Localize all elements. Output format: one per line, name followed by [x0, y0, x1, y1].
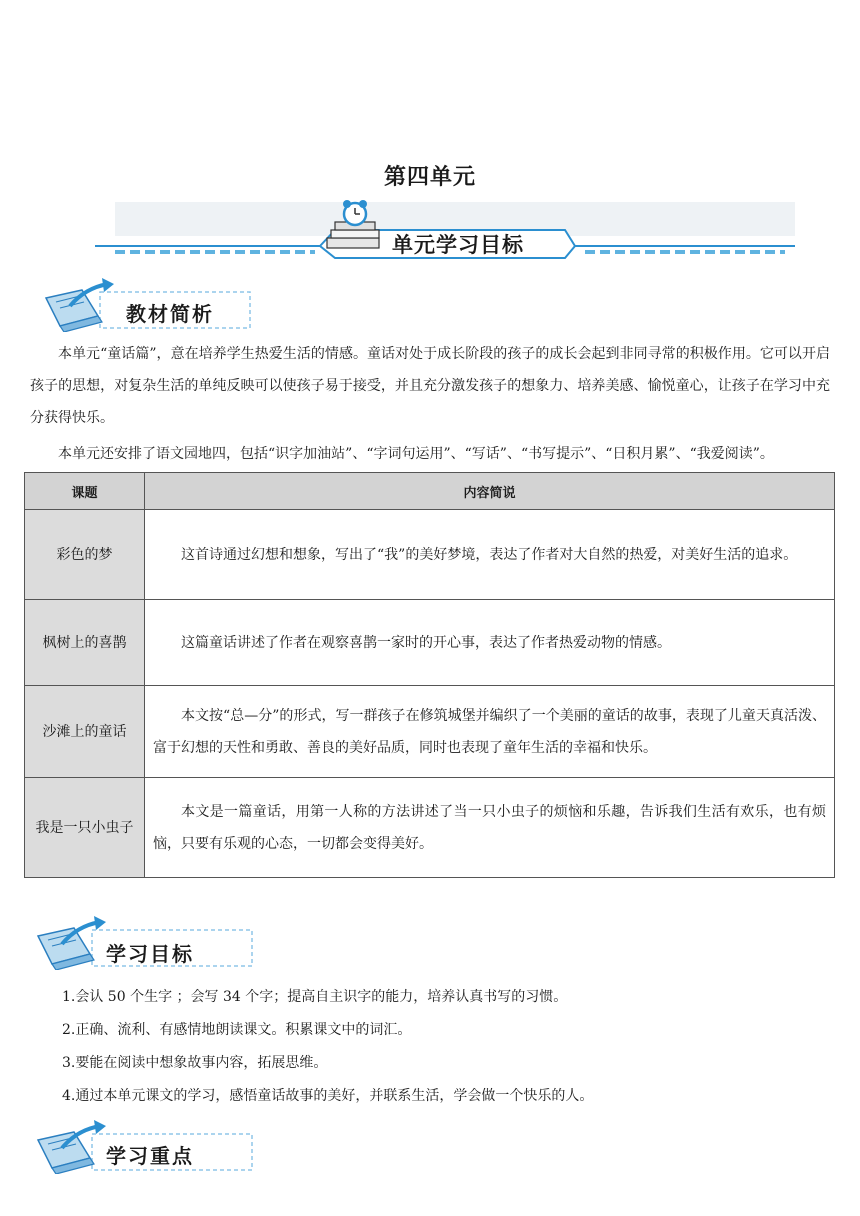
lesson-title: 沙滩上的童话 — [25, 686, 145, 778]
unit-title: 第四单元 — [383, 165, 476, 190]
lesson-title: 枫树上的喜鹊 — [25, 600, 145, 686]
section-header-analysis — [30, 276, 260, 332]
list-item: 2.正确、流利、有感情地朗读课文。积累课文中的词汇。 — [62, 1022, 412, 1038]
intro-paragraph: 本单元还安排了语文园地四，包括“识字加油站”、“字词句运用”、“写话”、“书写提示”、“日积月累”、“我爱阅读”。 — [58, 446, 774, 462]
table-header-row — [25, 473, 835, 510]
section-header-goals — [30, 914, 260, 970]
table-row — [25, 686, 835, 778]
lesson-description: 本文是一篇童话，用第一人称的方法讲述了当一只小虫子的烦恼和乐趣，告诉我们生活有欢乐，也有烦恼，只要有乐观的心态，一切都会变得美好。 — [145, 778, 835, 878]
column-header: 内容简说 — [145, 473, 835, 510]
lesson-description: 本文按“总—分”的形式，写一群孩子在修筑城堡并编织了一个美丽的童话的故事，表现了儿童天真活泼、富于幻想的天性和勇敢、善良的美好品质，同时也表现了童年生活的幸福和快乐。 — [145, 686, 835, 778]
section-title: 学习目标 — [106, 942, 194, 966]
banner-label: 单元学习目标 — [392, 233, 524, 257]
goals-list — [62, 981, 593, 1113]
list-item: 3.要能在阅读中想象故事内容，拓展思维。 — [62, 1055, 328, 1071]
table-row — [25, 778, 835, 878]
table-row — [25, 510, 835, 600]
lesson-title: 我是一只小虫子 — [25, 778, 145, 878]
lesson-description: 这篇童话讲述了作者在观察喜鹊一家时的开心事，表达了作者热爱动物的情感。 — [145, 600, 835, 686]
table-row — [25, 600, 835, 686]
content-table — [24, 472, 835, 878]
column-header: 课题 — [25, 473, 145, 510]
lesson-title: 彩色的梦 — [25, 510, 145, 600]
section-header-focus — [30, 1118, 260, 1174]
intro-paragraph: 本单元“童话篇”，意在培养学生热爱生活的情感。童话对处于成长阶段的孩子的成长会起到非同寻常的积极作用。它可以开启孩子的思想，对复杂生活的单纯反映可以使孩子易于接受，并且充分激发孩子的想象力、培养美感、愉悦童心，让孩子在学习中充分获得快乐。 — [30, 346, 830, 426]
section-title: 学习重点 — [106, 1144, 194, 1168]
lesson-description: 这首诗通过幻想和想象，写出了“我”的美好梦境，表达了作者对大自然的热爱，对美好生活的追求。 — [145, 510, 835, 600]
list-item: 4.通过本单元课文的学习，感悟童话故事的美好，并联系生活，学会做一个快乐的人。 — [62, 1088, 594, 1104]
list-item: 1.会认 50 个生字 ；会写 34 个字；提高自主识字的能力，培养认真书写的习惯。 — [62, 989, 568, 1005]
section-title: 教材简析 — [126, 302, 214, 326]
